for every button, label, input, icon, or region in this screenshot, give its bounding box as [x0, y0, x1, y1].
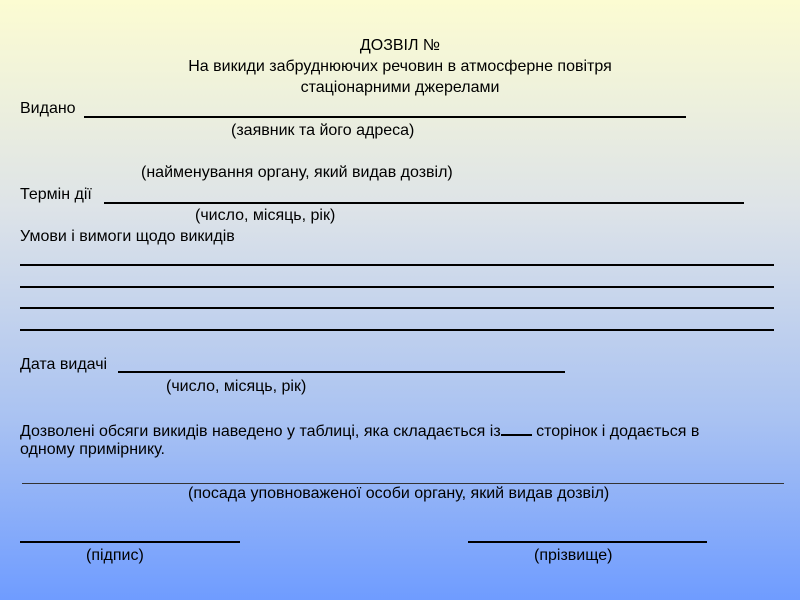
conditions-label: Умови і вимоги щодо викидів	[20, 228, 235, 245]
pages-count-field[interactable]	[501, 419, 532, 436]
signature-hint: (підпис)	[86, 547, 144, 564]
issued-label: Видано	[20, 100, 76, 117]
permit-subtitle-line2: стаціонарними джерелами	[300, 79, 500, 96]
volumes-text-before: Дозволені обсяги викидів наведено у таблиці, яка складається із	[20, 423, 501, 440]
volumes-text	[20, 419, 699, 442]
issue-date-field[interactable]	[118, 371, 565, 373]
signature-field[interactable]	[20, 541, 240, 543]
term-field[interactable]	[104, 202, 744, 204]
term-hint: (число, місяць, рік)	[195, 207, 336, 224]
issue-date-hint: (число, місяць, рік)	[166, 378, 307, 395]
conditions-field-line3[interactable]	[20, 307, 774, 309]
volumes-text-line2: одному примірнику.	[20, 441, 165, 458]
official-position-hint: (посада уповноваженої особи органу, який видав дозвіл)	[188, 485, 610, 502]
applicant-hint: (заявник та його адреса)	[231, 122, 415, 139]
surname-hint: (прізвище)	[534, 547, 613, 564]
conditions-field-line2[interactable]	[20, 286, 774, 288]
issue-date-label: Дата видачі	[20, 356, 108, 373]
volumes-text-after: сторінок і додається в	[531, 423, 700, 440]
permit-title: ДОЗВІЛ №	[359, 37, 441, 54]
surname-field[interactable]	[468, 541, 707, 543]
permit-subtitle-line1: На викиди забруднюючих речовин в атмосферне повітря	[188, 58, 612, 75]
issued-to-field[interactable]	[84, 116, 686, 118]
authority-hint: (найменування органу, який видав дозвіл)	[141, 164, 453, 181]
conditions-field-line4[interactable]	[20, 329, 774, 331]
term-label: Термін дії	[20, 186, 92, 203]
conditions-field-line1[interactable]	[20, 264, 774, 266]
